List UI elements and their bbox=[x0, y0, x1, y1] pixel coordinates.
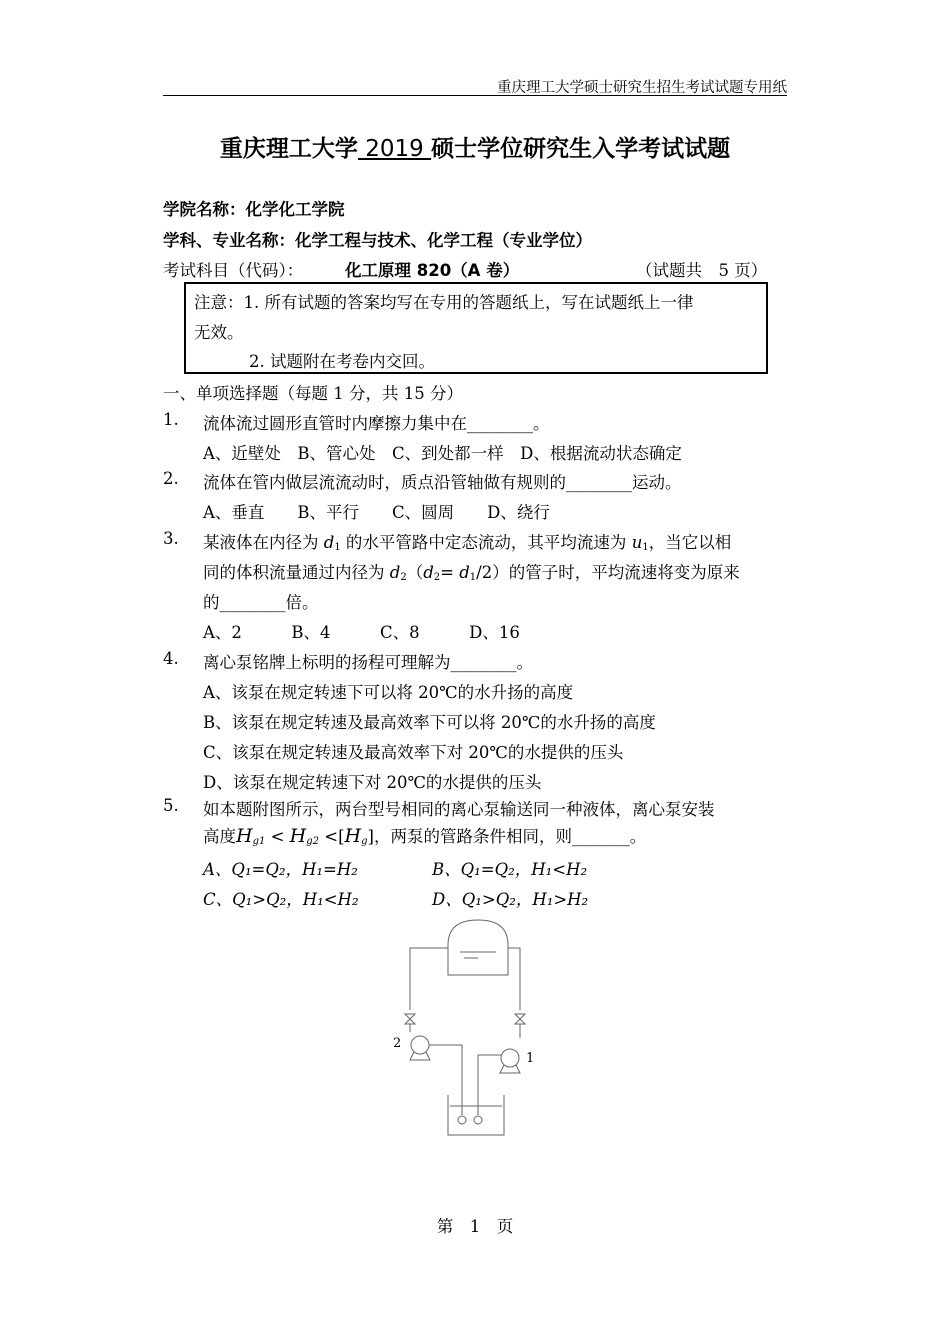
q5-option-d: D、Q₁>Q₂，H₁>H₂ bbox=[432, 890, 589, 909]
q5-line-1: 如本题附图所示，两台型号相同的离心泵输送同一种液体，离心泵安装 bbox=[203, 800, 715, 819]
major-name: 学科、专业名称：化学工程与技术、化学工程（专业学位） bbox=[163, 231, 592, 250]
q3-options: A、2 B、4 C、8 D、16 bbox=[203, 623, 520, 642]
title-pre: 重庆理工大学 bbox=[219, 136, 358, 162]
q3-number: 3. bbox=[163, 529, 179, 548]
q4-option-a: A、该泵在规定转速下可以将 20℃的水升扬的高度 bbox=[203, 683, 574, 702]
q1-number: 1. bbox=[163, 410, 179, 429]
q5-option-a: A、Q₁=Q₂，H₁=H₂ bbox=[203, 860, 358, 879]
page-count: （试题共 5 页） bbox=[636, 261, 768, 280]
q3-line-3: 的________倍。 bbox=[203, 593, 319, 612]
title-year: 2019 bbox=[357, 136, 432, 162]
valve-left-icon bbox=[405, 1014, 415, 1024]
q5-option-b: B、Q₁=Q₂，H₁<H₂ bbox=[432, 860, 588, 879]
section-heading: 一、单项选择题（每题 1 分，共 15 分） bbox=[163, 384, 463, 403]
pump-2-icon bbox=[411, 1036, 429, 1054]
header-text: 重庆理工大学硕士研究生招生考试试题专用纸 bbox=[497, 80, 787, 96]
q5-option-c: C、Q₁>Q₂，H₁<H₂ bbox=[203, 890, 359, 909]
q1-text: 流体流过圆形直管时内摩擦力集中在________。 bbox=[203, 414, 550, 433]
subject-value: 化工原理 820（A 卷） bbox=[345, 261, 520, 280]
college-name: 学院名称：化学化工学院 bbox=[163, 200, 345, 219]
title-post: 硕士学位研究生入学考试试题 bbox=[431, 136, 731, 162]
notice-box bbox=[184, 282, 768, 374]
discharge-line-right bbox=[508, 948, 520, 1010]
q2-options: A、垂直 B、平行 C、圆周 D、绕行 bbox=[203, 503, 550, 522]
notice-line-2: 无效。 bbox=[194, 323, 244, 342]
pump-1-label: 1 bbox=[526, 1051, 535, 1066]
header-rule bbox=[163, 95, 787, 96]
q4-number: 4. bbox=[163, 649, 179, 668]
q2-number: 2. bbox=[163, 469, 179, 488]
q4-text: 离心泵铭牌上标明的扬程可理解为________。 bbox=[203, 653, 533, 672]
discharge-line-left bbox=[410, 948, 448, 1010]
pump-1-icon bbox=[501, 1049, 519, 1067]
pump-diagram bbox=[380, 910, 560, 1145]
lower-tank bbox=[448, 1095, 504, 1135]
exam-title bbox=[0, 130, 950, 163]
notice-line-1: 注意：1. 所有试题的答案均写在专用的答题纸上，写在试题纸上一律 bbox=[194, 293, 694, 312]
q4-option-d: D、该泵在规定转速下对 20℃的水提供的压头 bbox=[203, 773, 542, 792]
q3-line-1: 某液体在内径为 $d_1$ 的水平管路中定态流动，其平均流速为 $u_1$，当它以相 bbox=[203, 533, 732, 553]
q3-line-2: 同的体积流量通过内径为 $d_2(d_2= d_1/2)$的管子时，平均流速将变为原来 bbox=[203, 563, 740, 583]
q2-text: 流体在管内做层流流动时，质点沿管轴做有规则的________运动。 bbox=[203, 473, 682, 492]
upper-tank bbox=[448, 920, 508, 975]
valve-right-icon bbox=[515, 1014, 525, 1024]
q1-options: A、近壁处 B、管心处 C、到处都一样 D、根据流动状态确定 bbox=[203, 444, 682, 463]
suction-line-2 bbox=[429, 1045, 462, 1115]
subject-label: 考试科目（代码）： bbox=[163, 261, 304, 280]
page-footer: 第 1 页 bbox=[436, 1217, 514, 1236]
q4-option-b: B、该泵在规定转速及最高效率下可以将 20℃的水升扬的高度 bbox=[203, 713, 656, 732]
q5-line-2: 高度$H_{g1} < H_{g2} <[H_g]$，两泵的管路条件相同，则_______。 bbox=[203, 825, 647, 847]
pump-2-label: 2 bbox=[393, 1036, 402, 1051]
q4-option-c: C、该泵在规定转速及最高效率下对 20℃的水提供的压头 bbox=[203, 743, 624, 762]
notice-line-3: 2. 试题附在考卷内交回。 bbox=[249, 352, 435, 371]
q5-number: 5. bbox=[163, 796, 179, 815]
